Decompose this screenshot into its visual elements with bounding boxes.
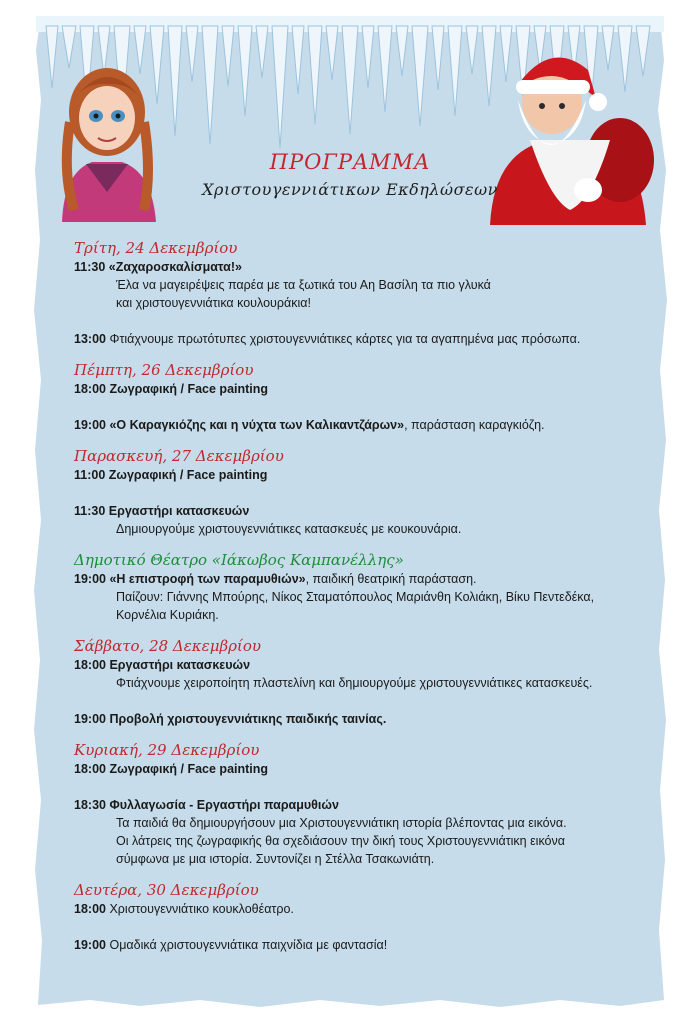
day-heading: Κυριακή, 29 Δεκεμβρίου	[74, 741, 260, 759]
event-line	[74, 570, 654, 588]
event-title: Προβολή χριστουγεννιάτικης παιδικής ταινίας.	[109, 712, 387, 726]
event-title: Εργαστήρι κατασκευών	[109, 658, 251, 672]
event-spacer	[74, 398, 654, 416]
event-title: Φυλλαγωσία - Εργαστήρι παραμυθιών	[109, 798, 339, 812]
anna-character-illustration	[52, 42, 162, 222]
section-spacer	[74, 348, 654, 360]
program-day	[74, 624, 654, 728]
event-item	[74, 936, 654, 954]
event-title: «Η επιστροφή των παραμυθιών»	[109, 572, 306, 586]
event-time: 11:00	[74, 468, 106, 482]
program-day	[74, 728, 654, 868]
section-spacer	[74, 624, 654, 636]
event-time: 19:00	[74, 938, 106, 952]
event-line	[74, 258, 654, 276]
event-time: 13:00	[74, 332, 106, 346]
event-description: και χριστουγεννιάτικα κουλουράκια!	[116, 296, 311, 310]
day-heading: Παρασκευή, 27 Δεκεμβρίου	[74, 447, 284, 465]
event-spacer	[74, 312, 654, 330]
event-item	[74, 466, 654, 484]
event-item	[74, 796, 654, 868]
event-description: σύμφωνα με μια ιστορία. Συντονίζει η Στέλλα Τσακωνιάτη.	[116, 852, 435, 866]
event-line	[74, 380, 654, 398]
program-list	[74, 238, 654, 954]
event-text: Φτιάχνουμε πρωτότυπες χριστουγεννιάτικες κάρτες για τα αγαπημένα μας πρόσωπα.	[109, 332, 581, 346]
program-day	[74, 238, 654, 348]
event-description: Τα παιδιά θα δημιουργήσουν μια Χριστουγεννιάτικη ιστορία βλέποντας μια εικόνα.	[116, 816, 567, 830]
event-description: Έλα να μαγειρέψεις παρέα με τα ξωτικά του Αη Βασίλη τα πιο γλυκά	[116, 278, 491, 292]
page-subtitle: Χριστουγεννιάτικων Εκδηλώσεων	[202, 180, 498, 199]
event-time: 19:00	[74, 418, 106, 432]
event-line	[74, 330, 654, 348]
title-block	[150, 150, 550, 199]
event-time: 18:00	[74, 902, 106, 916]
event-title: Ζωγραφική / Face painting	[109, 382, 269, 396]
event-line	[74, 796, 654, 814]
event-description: Παίζουν: Γιάννης Μπούρης, Νίκος Σταματόπουλος Μαριάνθη Κολιάκη, Βίκυ Πεντεδέκα,	[116, 590, 595, 604]
event-time: 18:00	[74, 658, 106, 672]
day-heading: Πέμπτη, 26 Δεκεμβρίου	[74, 361, 254, 379]
event-item	[74, 502, 654, 538]
section-spacer	[74, 728, 654, 740]
event-title: «Ζαχαροσκαλίσματα!»	[108, 260, 242, 274]
event-line	[74, 900, 654, 918]
day-heading: Τρίτη, 24 Δεκεμβρίου	[74, 239, 238, 257]
event-title: «Ο Καραγκιόζης και η νύχτα των Καλικαντζάρων»	[109, 418, 405, 432]
event-line	[74, 416, 654, 434]
program-day	[74, 348, 654, 434]
event-time: 18:00	[74, 762, 106, 776]
page-title: ΠΡΟΓΡΑΜΜΑ	[269, 150, 431, 174]
section-spacer	[74, 538, 654, 550]
event-item	[74, 258, 654, 312]
event-title: Ζωγραφική / Face painting	[108, 468, 268, 482]
event-time: 19:00	[74, 572, 106, 586]
event-title: Ζωγραφική / Face painting	[109, 762, 269, 776]
event-text: , παράσταση καραγκιόζη.	[404, 418, 545, 432]
event-description: Φτιάχνουμε χειροποίητη πλαστελίνη και δημιουργούμε χριστουγεννιάτικες κατασκευές.	[116, 676, 593, 690]
day-heading: Δευτέρα, 30 Δεκεμβρίου	[74, 881, 259, 899]
event-item	[74, 656, 654, 692]
program-day	[74, 538, 654, 624]
event-item	[74, 760, 654, 778]
section-spacer	[74, 434, 654, 446]
event-spacer	[74, 778, 654, 796]
event-time: 11:30	[74, 504, 106, 518]
event-line	[74, 936, 654, 954]
event-description: Κορνέλια Κυριάκη.	[116, 608, 219, 622]
event-spacer	[74, 484, 654, 502]
event-item	[74, 570, 654, 624]
event-description: Οι λάτρεις της ζωγραφικής θα σχεδιάσουν την δική τους Χριστουγεννιάτικη εικόνα	[116, 834, 565, 848]
program-day	[74, 434, 654, 538]
day-heading: Δημοτικό Θέατρο «Ιάκωβος Καμπανέλλης»	[74, 551, 404, 569]
event-item	[74, 330, 654, 348]
program-day	[74, 868, 654, 954]
event-text: Χριστουγεννιάτικο κουκλοθέατρο.	[109, 902, 294, 916]
event-time: 18:00	[74, 382, 106, 396]
event-line	[74, 710, 654, 728]
event-line	[74, 656, 654, 674]
event-spacer	[74, 692, 654, 710]
day-heading: Σάββατο, 28 Δεκεμβρίου	[74, 637, 261, 655]
event-line	[74, 760, 654, 778]
event-item	[74, 416, 654, 434]
event-time: 18:30	[74, 798, 106, 812]
event-spacer	[74, 918, 654, 936]
event-item	[74, 710, 654, 728]
event-line	[74, 466, 654, 484]
event-item	[74, 900, 654, 918]
event-description: Δημιουργούμε χριστουγεννιάτικες κατασκευές με κουκουνάρια.	[116, 522, 462, 536]
event-item	[74, 380, 654, 398]
event-text: Ομαδικά χριστουγεννιάτικα παιχνίδια με φαντασία!	[109, 938, 388, 952]
event-line	[74, 502, 654, 520]
event-text: , παιδική θεατρική παράσταση.	[305, 572, 477, 586]
event-time: 11:30	[74, 260, 106, 274]
event-title: Εργαστήρι κατασκευών	[108, 504, 250, 518]
section-spacer	[74, 868, 654, 880]
event-time: 19:00	[74, 712, 106, 726]
